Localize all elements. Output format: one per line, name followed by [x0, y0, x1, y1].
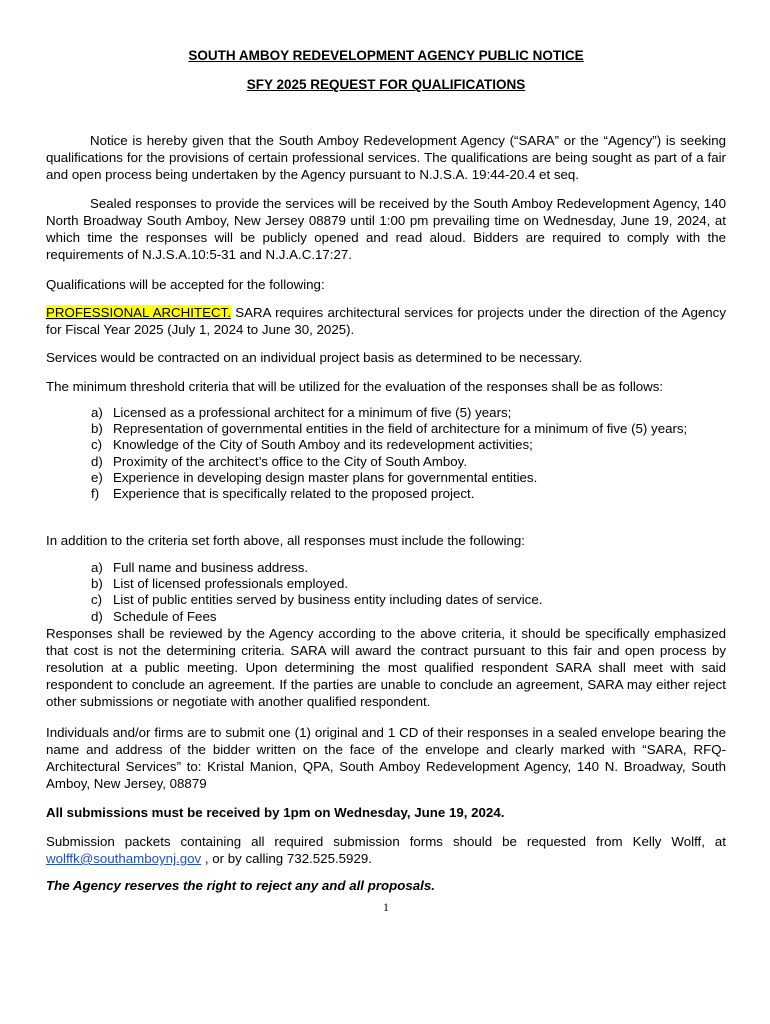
paragraph-review: Responses shall be reviewed by the Agency according to the above criteria, it should be specifically emphasized that cost is not the determining criteria. SARA will award the contract pursuant to this fair and open process by resolution at a public meeting. Upon determining the most qualified respondent SARA shall meet with said respondent to conclude an agreement. If the parties are unable to conclude an agreement, SARA may either reject other submissions or negotiate with another qualified respondent.	[46, 626, 726, 709]
list-item-text: Licensed as a professional architect for a minimum of five (5) years;	[113, 405, 512, 420]
include-item	[46, 592, 542, 608]
list-marker: c)	[91, 592, 103, 608]
page-title: SOUTH AMBOY REDEVELOPMENT AGENCY PUBLIC NOTICE	[188, 48, 584, 63]
list-item-text: Knowledge of the City of South Amboy and its redevelopment activities;	[113, 437, 533, 453]
email-link[interactable]: wolffk@southamboynj.gov	[46, 851, 202, 866]
list-item-text: Experience that is specifically related to the proposed project.	[113, 486, 475, 502]
include-item	[46, 576, 542, 592]
paragraph-submission-instructions: Individuals and/or firms are to submit one (1) original and 1 CD of their responses in a sealed envelope bearing the name and address of the bidder written on the face of the envelope and clearly marked with “SARA, RFQ-Architectural Services” to: Kristal Manion, QPA, South Amboy Redevelopment Agency, 140 N. Broadway, South Amboy, New Jersey, 08879	[46, 725, 726, 791]
criteria-item	[46, 486, 687, 502]
list-marker: d)	[91, 608, 103, 624]
criteria-item	[46, 437, 687, 453]
page-subtitle: SFY 2025 REQUEST FOR QUALIFICATIONS	[246, 77, 526, 92]
list-item-text: Experience in developing design master plans for governmental entities.	[113, 469, 538, 485]
paragraph-includes-intro: In addition to the criteria set forth above, all responses must include the following:	[46, 533, 525, 548]
include-item	[46, 560, 542, 576]
paragraph-architect-text: SARA requires architectural services for projects under the direction of the Agency for Fiscal Year 2025 (July 1, 2024 to June 30, 2025).	[46, 305, 726, 337]
list-marker: b)	[91, 576, 103, 592]
list-marker: b)	[91, 421, 103, 437]
list-marker: e)	[91, 469, 103, 485]
criteria-item	[46, 454, 687, 470]
paragraph-contact	[46, 833, 726, 867]
list-marker: a)	[91, 560, 103, 575]
highlighted-heading: PROFESSIONAL ARCHITECT.	[46, 305, 231, 320]
list-item-text: Full name and business address.	[113, 560, 309, 575]
paragraph-sealed-responses: Sealed responses to provide the services will be received by the South Amboy Redevelopment Agency, 140 North Broadway South Amboy, New Jersey 08879 until 1:00 pm prevailing time on Wednesday, June 19, 2024, at which time the responses will be publicly opened and read aloud. Bidders are required to comply with the requirements of N.J.S.A.10:5-31 and N.J.A.C.17:27.	[46, 196, 726, 262]
criteria-list	[46, 405, 687, 502]
paragraph-criteria-intro: The minimum threshold criteria that will be utilized for the evaluation of the responses shall be as follows:	[46, 379, 664, 394]
list-item-text: Schedule of Fees	[113, 608, 217, 624]
contact-text: Submission packets containing all required submission forms should be requested from Kelly Wolff, at	[46, 834, 726, 849]
list-marker: c)	[91, 437, 103, 453]
include-item	[46, 609, 542, 625]
criteria-item	[46, 405, 687, 421]
list-marker: d)	[91, 453, 103, 469]
list-marker: f)	[91, 486, 100, 502]
paragraph-services: Services would be contracted on an individual project basis as determined to be necessary.	[46, 350, 583, 365]
paragraph-notice: Notice is hereby given that the South Amboy Redevelopment Agency (“SARA” or the “Agency”) is seeking qualifications for the provisions of certain professional services. The qualifications are being sought as part of a fair and open process being undertaken by the Agency pursuant to N.J.S.A. 19:44-20.4 et seq.	[46, 133, 726, 182]
list-marker: a)	[91, 405, 103, 420]
list-item-text: Proximity of the architect’s office to the City of South Amboy.	[113, 453, 468, 469]
paragraph-reservation: The Agency reserves the right to reject any and all proposals.	[46, 878, 435, 893]
list-item-text: Representation of governmental entities in the field of architecture for a minimum of five (5) years;	[113, 421, 688, 437]
criteria-item	[46, 421, 687, 437]
contact-phone-text: , or by calling 732.525.5929.	[201, 851, 372, 866]
list-item-text: List of public entities served by business entity including dates of service.	[113, 592, 543, 608]
list-item-text: List of licensed professionals employed.	[113, 576, 349, 592]
paragraph-deadline: All submissions must be received by 1pm on Wednesday, June 19, 2024.	[46, 805, 505, 820]
includes-list	[46, 560, 542, 625]
paragraph-professional-architect	[46, 304, 726, 338]
paragraph-qualifications-intro: Qualifications will be accepted for the following:	[46, 277, 325, 292]
page-number: 1	[383, 900, 389, 914]
criteria-item	[46, 470, 687, 486]
